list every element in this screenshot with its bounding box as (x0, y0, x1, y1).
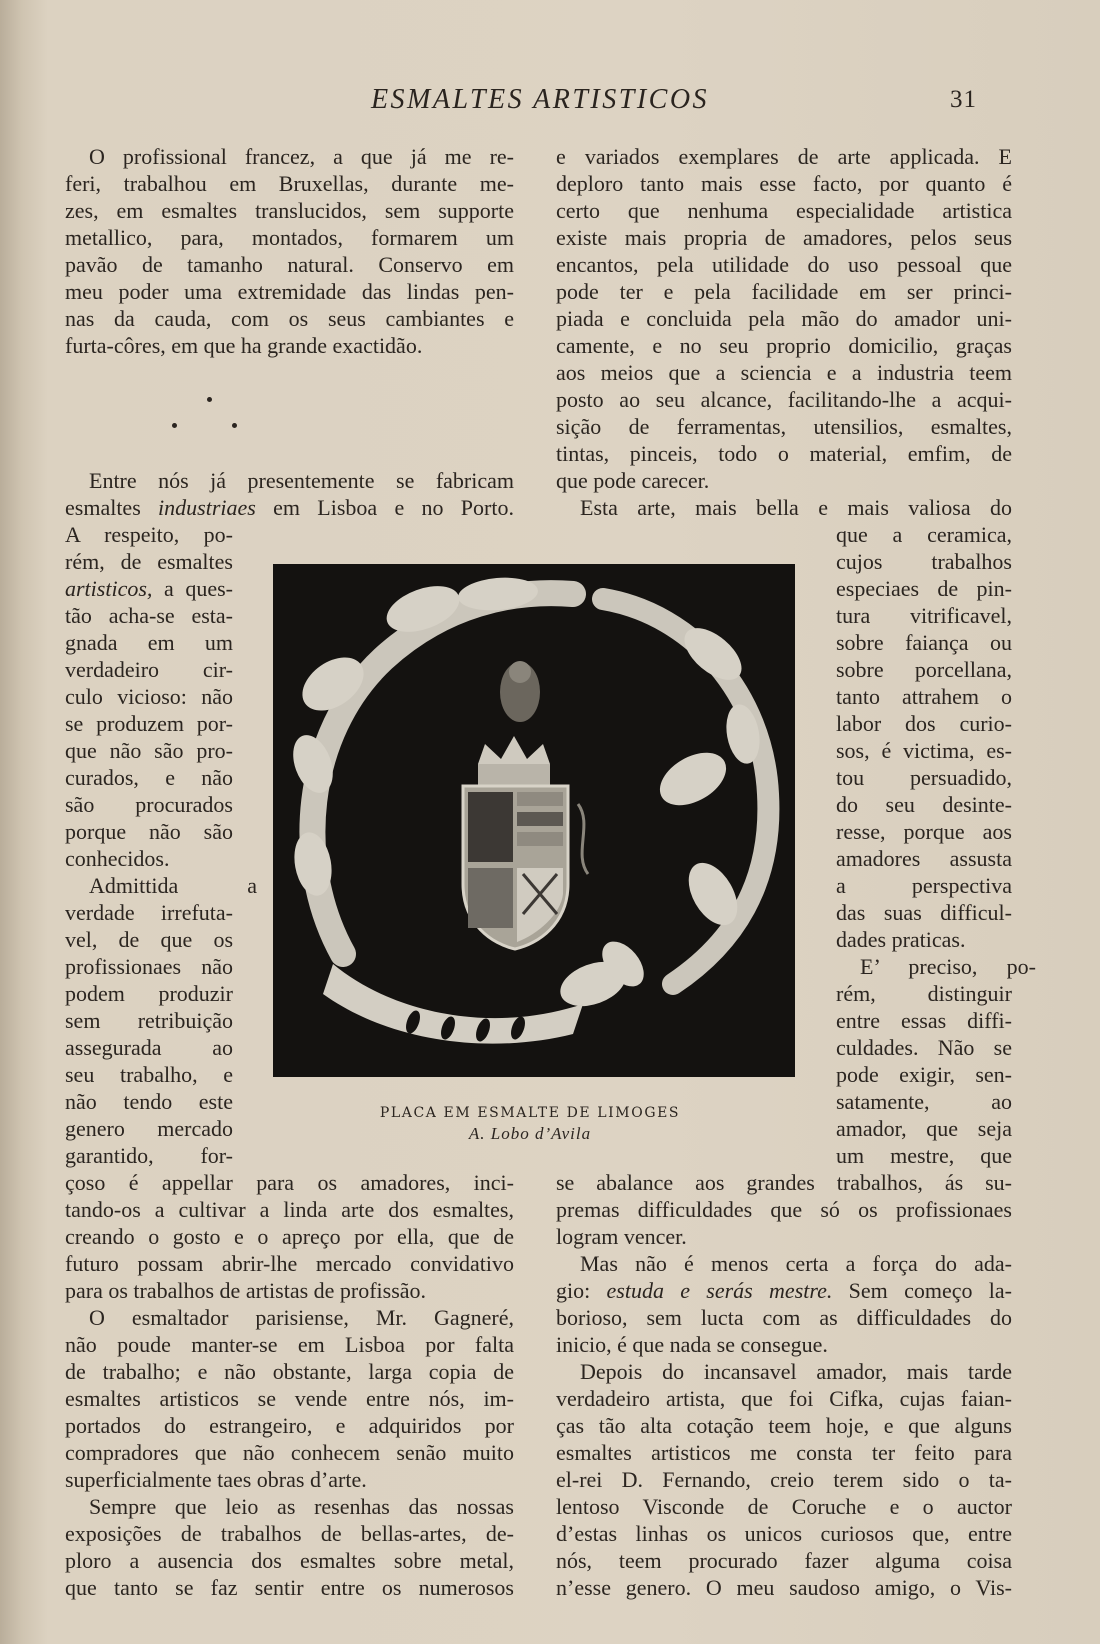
text-line: nós, teem procurado fazer alguma coisa (556, 1548, 1012, 1573)
text-line: seu trabalho, e (65, 1062, 233, 1087)
text-line: O profissional francez, a que já me re- (89, 144, 514, 169)
page-number: 31 (950, 86, 977, 113)
paragraph (65, 1304, 514, 1493)
text-line: piada e concluida pela mão do amador uni- (556, 306, 1012, 331)
ribbon-tassel (578, 804, 588, 874)
text-line: camente, e no seu proprio domicilio, graças (556, 333, 1012, 358)
text-line: que não são pro- (65, 738, 233, 763)
paragraph (556, 1250, 1012, 1358)
text-line: resse, porque aos (836, 819, 1012, 844)
text-line: e variados exemplares de arte applicada. E (556, 144, 1012, 169)
italic-text: industriaes (158, 495, 256, 520)
crown (478, 736, 550, 786)
text-line: genero mercado (65, 1116, 233, 1141)
text-line: esmaltes industriaes em Lisboa e no Porto. (65, 495, 514, 520)
text-line: lentoso Visconde de Coruche e o auctor (556, 1494, 1012, 1519)
text-line: furta-côres, em que ha grande exactidão. (65, 333, 423, 358)
italic-text: artisticos, (65, 576, 153, 601)
text-line: tintas, pinceis, todo o material, emfim, de (556, 441, 1012, 466)
text-line: borioso, sem lucta com as difficuldades do (556, 1305, 1012, 1330)
text-line: A respeito, po- (65, 522, 233, 547)
text-line: que a ceramica, (836, 522, 1012, 547)
text-line: gnada em um (65, 630, 233, 655)
figure-caption: PLACA EM ESMALTE DE LIMOGES (379, 1105, 681, 1121)
text-line: sobre faiança ou (836, 630, 1012, 655)
text-line: do seu desinte- (836, 792, 1012, 817)
text-line: sobre porcellana, (836, 657, 1012, 682)
text-line: conhecidos. (65, 846, 170, 871)
text-line: sição de ferramentas, utensilios, esmaltes, (556, 414, 1012, 439)
text-line: verdade irrefuta- (65, 900, 233, 925)
text-line: esmaltes artisticos se vende entre nós, im- (65, 1386, 514, 1411)
text-line: satamente, ao (836, 1089, 1012, 1114)
text-line: das suas difficul- (836, 900, 1012, 925)
text-line: existe mais propria de amadores, pelos seus (556, 225, 1012, 250)
text-line: não poude manter-se em Lisboa por falta (65, 1332, 514, 1357)
text-line: deploro tanto mais esse facto, por quanto é (556, 171, 1012, 196)
text-line: não tendo este (65, 1089, 233, 1114)
text-line: pavão de tamanho natural. Conservo em (65, 252, 514, 277)
text-line: porque não são (65, 819, 233, 844)
text-line: cujos trabalhos (836, 549, 1012, 574)
text-line: portados do estrangeiro, e adquiridos por (65, 1413, 514, 1438)
text-line: assegurada ao (65, 1035, 233, 1060)
text-line: tou persuadido, (836, 765, 1012, 790)
text-line: curados, e não (65, 765, 233, 790)
text-line: Admittida a (89, 873, 257, 898)
paragraph (65, 1493, 514, 1601)
text-line: Depois do incansavel amador, mais tarde (580, 1359, 1012, 1384)
coat-of-arms-shield (463, 786, 568, 949)
running-title: ESMALTES ARTISTICOS (370, 84, 710, 115)
text-line: encantos, pela utilidade do uso pessoal que (556, 252, 1012, 277)
text-line: sos, é victima, es- (836, 738, 1012, 763)
text-line: posto ao seu alcance, facilitando-lhe a acqui- (556, 387, 1012, 412)
text-line: inicio, é que nada se consegue. (556, 1332, 828, 1357)
text-line: amador, que seja (836, 1116, 1012, 1141)
text-line: certo que nenhuma especialidade artistica (556, 198, 1012, 223)
text-line: nas da cauda, com os seus cambiantes e (65, 306, 514, 331)
text-line: zes, em esmaltes translucidos, sem supporte (65, 198, 514, 223)
text-line: aos meios que a sciencia e a industria teem (556, 360, 1012, 385)
text-line: que tanto se faz sentir entre os numerosos (65, 1575, 514, 1600)
text-line: especiaes de pin- (836, 576, 1012, 601)
text-line: premas difficuldades que só os profissionaes (556, 1197, 1012, 1222)
figure-enamel-plaque (273, 564, 795, 1077)
bust-medallion (500, 661, 540, 722)
italic-text: estuda e serás mestre. (606, 1278, 833, 1303)
text-line: Entre nós já presentemente se fabricam (89, 468, 514, 493)
text-line: E’ preciso, po- (860, 954, 1036, 979)
dinkus-dot (232, 423, 237, 428)
text-line: amadores assusta (836, 846, 1012, 871)
text-line: garantido, for- (65, 1143, 233, 1168)
text-line: labor dos curio- (836, 711, 1012, 736)
text-line: culdades. Não se (836, 1035, 1012, 1060)
section-break-dinkus (65, 359, 514, 467)
text-line: dades praticas. (836, 927, 966, 952)
text-line: se produzem por- (65, 711, 233, 736)
text-line: logram vencer. (556, 1224, 687, 1249)
text-line: um mestre, que (836, 1143, 1012, 1168)
text-line: Mas não é menos certa a força do ada- (580, 1251, 1012, 1276)
text-line: para os trabalhos de artistas de profissão. (65, 1278, 427, 1303)
text-line: rém, de esmaltes (65, 549, 233, 574)
figure-credit: A. Lobo d’Avila (468, 1124, 592, 1143)
text-line: feri, trabalhou em Bruxellas, durante me- (65, 171, 514, 196)
text-line: creando o gosto e o apreço por ella, que de (65, 1224, 514, 1249)
text-line: verdadeiro cir- (65, 657, 233, 682)
text-line: sem retribuição (65, 1008, 233, 1033)
paragraph (556, 1358, 1012, 1601)
wreath-banner (323, 964, 583, 1044)
text-line: el-rei D. Fernando, creio terem sido o ta- (556, 1467, 1012, 1492)
text-line: ploro a ausencia dos esmaltes sobre metal, (65, 1548, 514, 1573)
text-line: se abalance aos grandes trabalhos, ás su- (556, 1170, 1012, 1195)
text-line: Sempre que leio as resenhas das nossas (89, 1494, 514, 1519)
text-line: tão acha-se esta- (65, 603, 233, 628)
text-line: pode ter e pela facilidade em ser princi- (556, 279, 1012, 304)
text-line: culo vicioso: não (65, 684, 233, 709)
text-line: são procurados (65, 792, 233, 817)
text-line: d’estas linhas os unicos curiosos que, entre (556, 1521, 1012, 1546)
text-line: artisticos, a ques- (65, 576, 233, 601)
enamel-plaque-illustration (273, 564, 795, 1077)
text-line: tanto attrahem o (836, 684, 1012, 709)
text-line: entre essas diffi- (836, 1008, 1012, 1033)
text-line: n’esse genero. O meu saudoso amigo, o Vis- (556, 1575, 1012, 1600)
text-line: que pode carecer. (556, 468, 710, 493)
text-line: verdadeiro artista, que foi Cifka, cujas faian- (556, 1386, 1012, 1411)
text-line: tura vitrificavel, (836, 603, 1012, 628)
dinkus-dot (172, 423, 177, 428)
text-line: Esta arte, mais bella e mais valiosa do (580, 495, 1012, 520)
text-line: compradores que não conhecem senão muito (65, 1440, 514, 1465)
paragraph (556, 143, 1012, 494)
text-line: esmaltes artisticos me consta ter feito para (556, 1440, 1012, 1465)
text-line: profissionaes não (65, 954, 233, 979)
text-line: metallico, para, montados, formarem um (65, 225, 514, 250)
text-line: çoso é appellar para os amadores, inci- (65, 1170, 514, 1195)
text-line: vel, de que os (65, 927, 233, 952)
text-line: meu poder uma extremidade das lindas pen- (65, 279, 514, 304)
text-line: superficialmente taes obras d’arte. (65, 1467, 367, 1492)
text-line: exposições de trabalhos de bellas-artes, de- (65, 1521, 514, 1546)
text-line: pode exigir, sen- (836, 1062, 1012, 1087)
text-line: gio: estuda e serás mestre. Sem começo la- (556, 1278, 1012, 1303)
text-line: rém, distinguir (836, 981, 1012, 1006)
text-line: O esmaltador parisiense, Mr. Gagneré, (89, 1305, 514, 1330)
paragraph (65, 143, 514, 359)
dinkus-dot (207, 397, 212, 402)
text-line: tando-os a cultivar a linda arte dos esmaltes, (65, 1197, 514, 1222)
text-line: a perspectiva (836, 873, 1012, 898)
text-line: podem produzir (65, 981, 233, 1006)
text-line: de trabalho; e não obstante, larga copia de (65, 1359, 514, 1384)
text-line: futuro possam abrir-lhe mercado convidativo (65, 1251, 514, 1276)
text-line: ças tão alta cotação teem hoje, e que alguns (556, 1413, 1012, 1438)
